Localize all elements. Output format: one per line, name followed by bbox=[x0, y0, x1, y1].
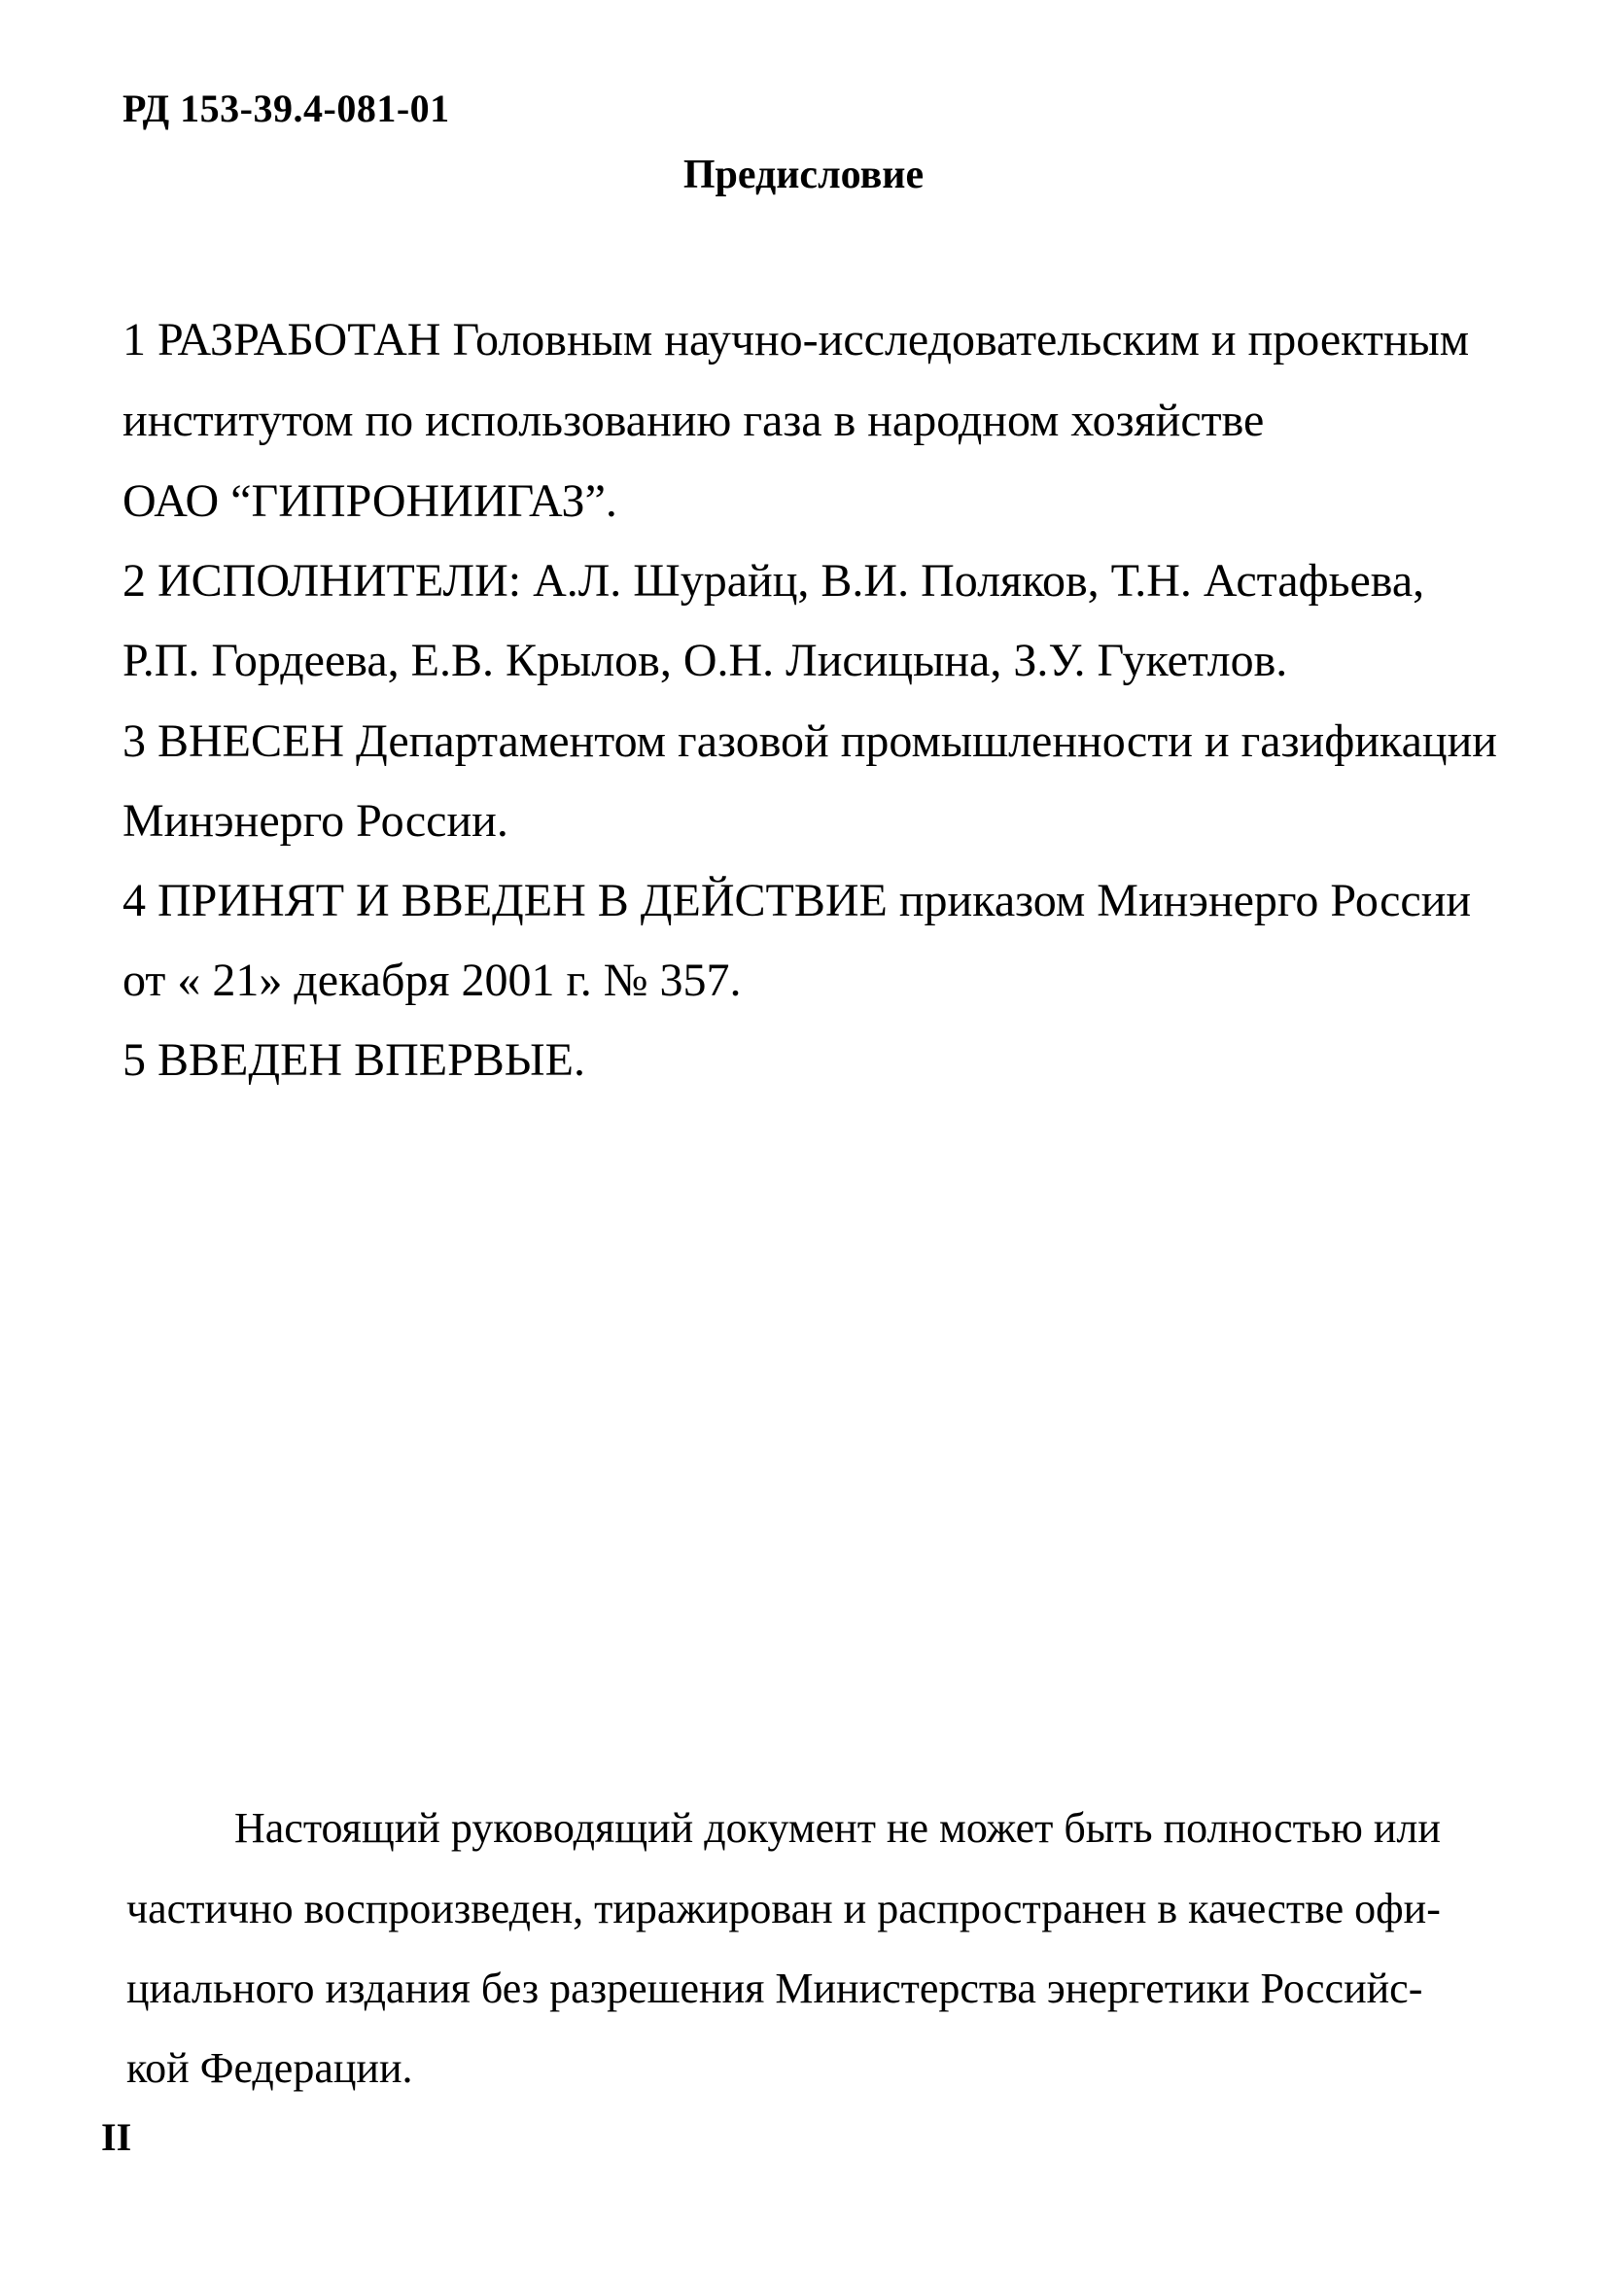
foreword-line-6: 3 ВНЕСЕН Департаментом газовой промышленности и газификации bbox=[122, 715, 1497, 767]
foreword-line-7: Минэнерго России. bbox=[122, 795, 508, 847]
foreword-line-4: 2 ИСПОЛНИТЕЛИ: А.Л. Шурайц, В.И. Поляков, Т.Н. Астафьева, bbox=[122, 555, 1425, 607]
notice-line-3: циального издания без разрешения Министерства энергетики Российс- bbox=[126, 1965, 1423, 2012]
foreword-line-10: 5 ВВЕДЕН ВПЕРВЫЕ. bbox=[122, 1034, 585, 1086]
foreword-line-3: ОАО “ГИПРОНИИГАЗ”. bbox=[122, 475, 617, 527]
foreword-line-9: от « 21» декабря 2001 г. № 357. bbox=[122, 955, 742, 1006]
notice-line-2: частично воспроизведен, тиражирован и распространен в качестве офи- bbox=[126, 1885, 1441, 1932]
foreword-line-8: 4 ПРИНЯТ И ВВЕДЕН В ДЕЙСТВИЕ приказом Минэнерго России bbox=[122, 875, 1472, 926]
document-code: РД 153-39.4-081-01 bbox=[122, 87, 450, 130]
notice-line-1: Настоящий руководящий документ не может быть полностью или bbox=[234, 1804, 1441, 1852]
page-number: II bbox=[101, 2115, 132, 2159]
notice-line-4: кой Федерации. bbox=[126, 2044, 413, 2092]
foreword-line-2: институтом по использованию газа в народном хозяйстве bbox=[122, 395, 1265, 446]
foreword-line-5: Р.П. Гордеева, Е.В. Крылов, О.Н. Лисицына, З.У. Гукетлов. bbox=[122, 635, 1288, 686]
page-title: Предисловие bbox=[682, 153, 925, 197]
foreword-line-1: 1 РАЗРАБОТАН Головным научно-исследовательским и проектным bbox=[122, 314, 1470, 365]
